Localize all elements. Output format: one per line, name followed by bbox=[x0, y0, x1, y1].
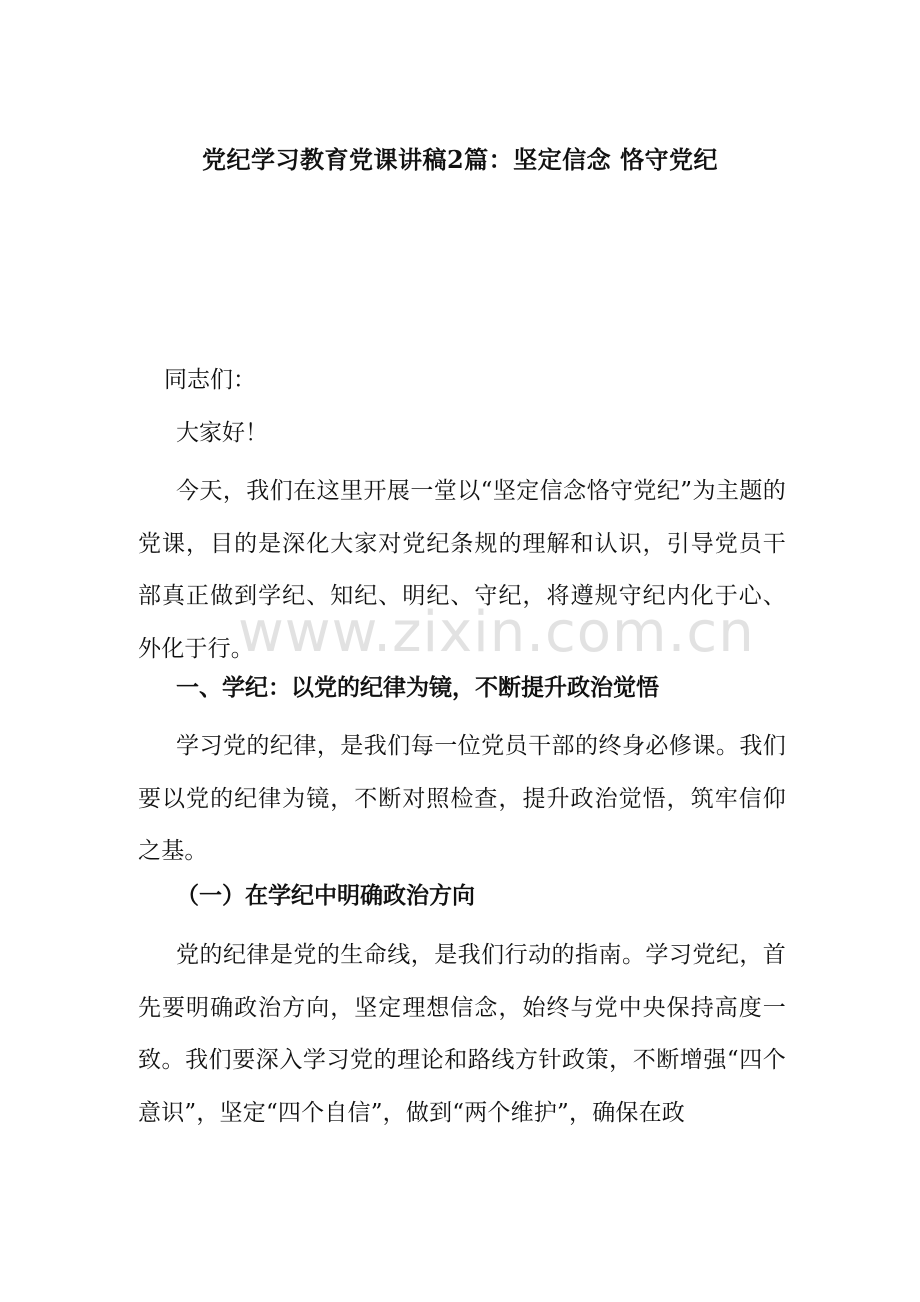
greeting: 大家好！ bbox=[176, 420, 268, 446]
subsection-1-paragraph: 党的纪律是党的生命线，是我们行动的指南。学习党纪，首先要明确政治方向，坚定理想信念，始终与党中央保持高度一致。我们要深入学习党的理论和路线方针政策，不断增强“四个意识”，坚定“四个自信”，做到“两个维护”，确保在政 bbox=[138, 942, 786, 1126]
intro-paragraph: 今天，我们在这里开展一堂以“坚定信念恪守党纪”为主题的党课，目的是深化大家对党纪条规的理解和认识，引导党员干部真正做到学纪、知纪、明纪、守纪，将遵规守纪内化于心、外化于行。 bbox=[138, 478, 786, 662]
document-title: 党纪学习教育党课讲稿2篇：坚定信念 恪守党纪 bbox=[201, 145, 719, 174]
section-heading-1: 一、学纪：以党的纪律为镜，不断提升政治觉悟 bbox=[176, 674, 659, 701]
salutation: 同志们： bbox=[164, 367, 256, 393]
subsection-heading-1: （一）在学纪中明确政治方向 bbox=[176, 882, 475, 909]
watermark: www.zixin.com.cn bbox=[238, 600, 755, 665]
section-1-paragraph: 学习党的纪律，是我们每一位党员干部的终身必修课。我们要以党的纪律为镜，不断对照检查，提升政治觉悟，筑牢信仰之基。 bbox=[138, 733, 786, 864]
